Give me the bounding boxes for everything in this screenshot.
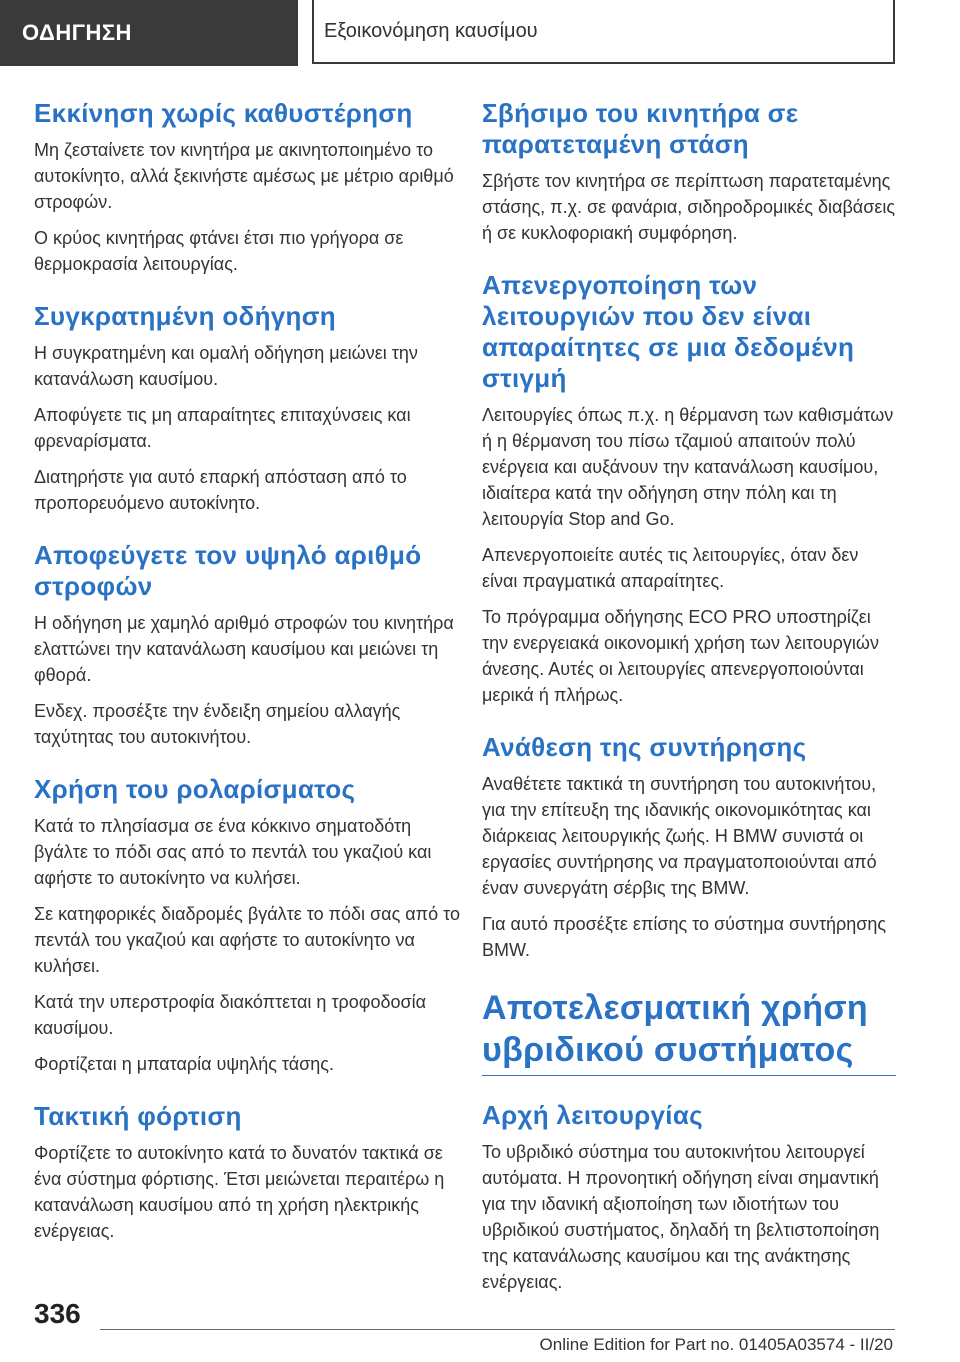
paragraph: Αναθέτετε τακτικά τη συντήρηση του αυτοκινήτου, για την επίτευξη της ιδανικής οικονομικότητας και διάρκειας λειτουργικής ζωής. Η BMW συνιστά οι εργασίες συντήρησης να πραγματοποιούνται από έναν συνεργάτη σέρβις της BMW.	[482, 774, 877, 898]
paragraph: Φορτίζετε το αυτοκίνητο κατά το δυνατόν τακτικά σε ένα σύστημα φόρτισης. Έτσι μειώνεται περαιτέρω η κατανάλωση καυσίμου από τη χρήση ηλεκτρικής ενέργειας.	[34, 1143, 445, 1241]
section-deactivate-functions	[482, 270, 896, 708]
paragraph: Το πρόγραμμα οδήγησης ECO PRO υποστηρίζει την ενεργειακά οικονομική χρήση των λειτουργιών άνεσης. Αυτές οι λειτουργίες απενεργοποιούνται μερικά ή πλήρως.	[482, 607, 879, 705]
main-heading-block	[482, 987, 896, 1076]
left-column	[34, 98, 464, 1268]
paragraph: Μη ζεσταίνετε τον κινητήρα με ακινητοποιημένο το αυτοκίνητο, αλλά ξεκινήστε αμέσως με μέτριο αριθμό στροφών.	[34, 140, 454, 212]
paragraph: Αποφύγετε τις μη απαραίτητες επιταχύνσεις και φρεναρίσματα.	[34, 405, 411, 451]
section-restrained-driving	[34, 301, 464, 516]
section-coasting	[34, 774, 464, 1077]
right-column	[482, 98, 896, 1319]
section-heading: Αποφεύγετε τον υψηλό αριθμό στροφών	[34, 540, 422, 601]
edition-note: Online Edition for Part no. 01405A03574 - II/20	[539, 1335, 893, 1354]
section-heading: Χρήση του ρολαρίσματος	[34, 774, 356, 804]
section-heading: Συγκρατημένη οδήγηση	[34, 301, 336, 331]
section-heading: Αρχή λειτουργίας	[482, 1100, 703, 1130]
paragraph: Ενδεχ. προσέξτε την ένδειξη σημείου αλλαγής ταχύτητας του αυτοκινήτου.	[34, 701, 401, 747]
section-operating-principle	[482, 1100, 896, 1295]
section-title: Εξοικονόμηση καυσίμου	[312, 0, 895, 64]
paragraph: Ο κρύος κινητήρας φτάνει έτσι πιο γρήγορα σε θερμοκρασία λειτουργίας.	[34, 228, 404, 274]
paragraph: Απενεργοποιείτε αυτές τις λειτουργίες, όταν δεν είναι πραγματικά απαραίτητες.	[482, 545, 859, 591]
section-heading: Ανάθεση της συντήρησης	[482, 732, 807, 762]
paragraph: Κατά το πλησίασμα σε ένα κόκκινο σηματοδότη βγάλτε το πόδι σας από το πεντάλ του γκαζιού και αφήστε το αυτοκίνητο να κυλήσει.	[34, 816, 432, 888]
paragraph: Η οδήγηση με χαμηλό αριθμό στροφών του κινητήρα ελαττώνει την κατανάλωση καυσίμου και μειώνει τη φθορά.	[34, 613, 454, 685]
section-engine-off	[482, 98, 896, 246]
paragraph: Για αυτό προσέξτε επίσης το σύστημα συντήρησης BMW.	[482, 914, 887, 960]
paragraph: Σε κατηφορικές διαδρομές βγάλτε το πόδι σας από το πεντάλ του γκαζιού και αφήστε το αυτοκίνητο να κυλήσει.	[34, 904, 460, 976]
main-heading: Αποτελεσματική χρήση υβριδικού συστήματος	[482, 989, 868, 1069]
section-maintenance	[482, 732, 896, 963]
paragraph: Το υβριδικό σύστημα του αυτοκινήτου λειτουργεί αυτόματα. Η προνοητική οδήγηση είναι σημαντική για την ιδανική αξιοποίηση των ιδιοτήτων του υβριδικού συστήματος, δηλαδή τη βελτιστοποίηση της κατανάλωσης καυσίμου και της ανάκτησης ενέργειας.	[482, 1142, 880, 1292]
paragraph: Λειτουργίες όπως π.χ. η θέρμανση των καθισμάτων ή η θέρμανση του πίσω τζαμιού απαιτούν πολύ ενέργεια και αυξάνουν την κατανάλωση καυσίμου, ιδιαίτερα κατά την οδήγηση στην πόλη και τη λειτουργία Stop and Go.	[482, 405, 894, 529]
paragraph: Διατηρήστε για αυτό επαρκή απόσταση από το προπορευόμενο αυτοκίνητο.	[34, 467, 407, 513]
section-heading: Τακτική φόρτιση	[34, 1101, 242, 1131]
section-heading: Σβήσιμο του κινητήρα σε παρατεταμένη στάση	[482, 98, 799, 159]
paragraph: Φορτίζεται η μπαταρία υψηλής τάσης.	[34, 1054, 334, 1074]
paragraph: Κατά την υπερστροφία διακόπτεται η τροφοδοσία καυσίμου.	[34, 992, 427, 1038]
section-avoid-high-rpm	[34, 540, 464, 750]
section-heading: Απενεργοποίηση των λειτουργιών που δεν είναι απαραίτητες σε μια δεδομένη στιγμή	[482, 270, 855, 393]
chapter-tab: ΟΔΗΓΗΣΗ	[0, 0, 298, 66]
page-number: 336	[34, 1298, 81, 1329]
section-heading: Εκκίνηση χωρίς καθυστέρηση	[34, 98, 413, 128]
paragraph: Σβήστε τον κινητήρα σε περίπτωση παρατεταμένης στάσης, π.χ. σε φανάρια, σιδηροδρομικές διαβάσεις ή σε κυκλοφοριακή συμφόρηση.	[482, 171, 896, 243]
section-regular-charging	[34, 1101, 464, 1244]
section-start-without-delay	[34, 98, 464, 277]
footer-divider	[100, 1329, 895, 1330]
page-header	[0, 0, 960, 66]
paragraph: Η συγκρατημένη και ομαλή οδήγηση μειώνει την κατανάλωση καυσίμου.	[34, 343, 418, 389]
